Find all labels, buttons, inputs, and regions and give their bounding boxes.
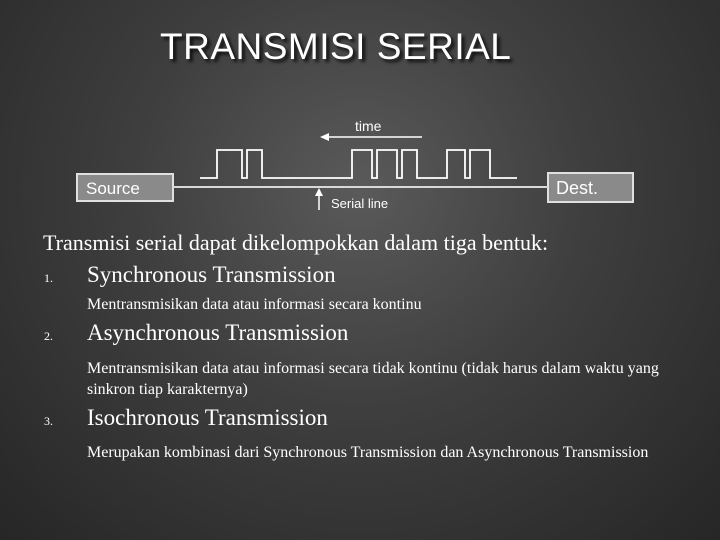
item-number: 2. bbox=[44, 329, 53, 343]
pulse-waveform bbox=[200, 150, 517, 178]
time-label: time bbox=[355, 118, 382, 134]
source-box bbox=[77, 174, 173, 201]
intro-text: Transmisi serial dapat dikelompokkan dalam tiga bentuk: bbox=[43, 230, 549, 255]
serial-transmission-diagram bbox=[72, 112, 642, 222]
item-heading: Isochronous Transmission bbox=[87, 405, 328, 430]
item-heading: Synchronous Transmission bbox=[87, 262, 336, 287]
item-heading: Asynchronous Transmission bbox=[87, 320, 349, 345]
dest-label: Dest. bbox=[556, 178, 599, 198]
item-number: 3. bbox=[44, 414, 53, 428]
item-description: Mentransmisikan data atau informasi secara tidak kontinu (tidak harus dalam waktu yang sinkron tiap karakternya) bbox=[87, 360, 659, 398]
time-arrow-icon bbox=[320, 133, 422, 141]
serial-line-arrow-icon bbox=[315, 188, 323, 210]
source-label: Source bbox=[86, 179, 140, 198]
item-description: Mentransmisikan data atau informasi secara kontinu bbox=[87, 296, 422, 313]
dest-box bbox=[548, 173, 633, 202]
item-description: Merupakan kombinasi dari Synchronous Transmission dan Asynchronous Transmission bbox=[87, 444, 649, 461]
slide-title: TRANSMISI SERIAL bbox=[160, 26, 512, 67]
item-number: 1. bbox=[44, 271, 53, 285]
serial-line-label: Serial line bbox=[331, 196, 389, 211]
